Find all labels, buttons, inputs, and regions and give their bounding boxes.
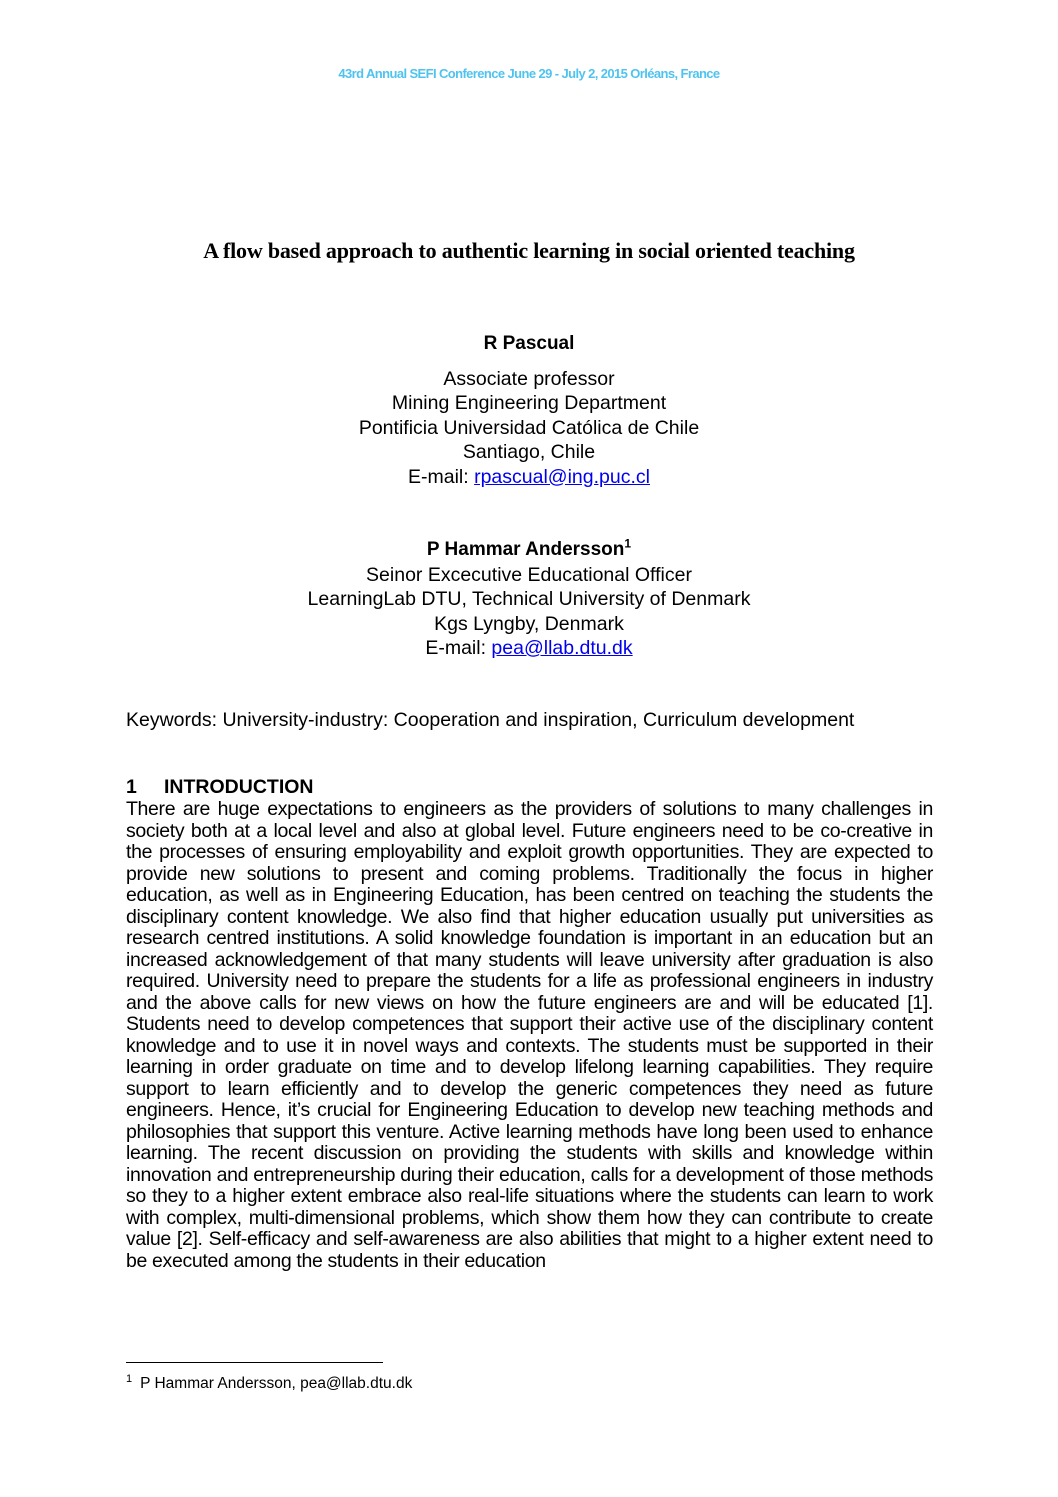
section-title: INTRODUCTION — [164, 776, 314, 798]
author-position: Seinor Excecutive Educational Officer — [366, 563, 692, 586]
section-number: 1 — [126, 776, 137, 798]
footnote-text: P Hammar Andersson, pea@llab.dtu.dk — [140, 1375, 413, 1392]
author-email-line — [0, 636, 1058, 661]
author-name-text: P Hammar Andersson — [426, 539, 625, 560]
author-location: Kgs Lyngby, Denmark — [434, 612, 624, 635]
email-label: E-mail: — [408, 465, 475, 488]
author-institution: Pontificia Universidad Católica de Chile — [358, 416, 700, 439]
author-block-pascual — [0, 332, 1058, 489]
keywords: Keywords: University-industry: Cooperation and inspiration, Curriculum development — [126, 709, 855, 731]
conference-header: 43rd Annual SEFI Conference June 29 - July 2, 2015 Orléans, France — [338, 66, 720, 81]
footnote-reference[interactable]: 1 — [624, 536, 632, 551]
author-name: R Pascual — [483, 333, 575, 354]
email-link-andersson[interactable]: pea@llab.dtu.dk — [491, 637, 633, 659]
author-block-andersson — [0, 538, 1058, 661]
author-department: Mining Engineering Department — [391, 392, 667, 414]
author-name — [0, 538, 1058, 563]
footnote-mark: 1 — [126, 1372, 133, 1385]
email-link-pascual[interactable]: rpascual@ing.puc.cl — [474, 465, 650, 488]
section-heading — [126, 776, 314, 799]
author-location: Santiago, Chile — [462, 441, 596, 463]
introduction-paragraph: There are huge expectations to engineers as the providers of solutions to many challenges in society both at a local level and also at global level. Future engineers need to be co-creative in the processes of ensuring employability and exploit growth opportunities. They are expected to provide new solutions to present and coming problems. Traditionally the focus in higher education, as well as in Engineering Education, has been centred on teaching the students the disciplinary content knowledge. We also find that higher education usually put universities as research centred institutions. A solid knowledge foundation is important in an education but an increased acknowledgement of that many students will leave university after graduation is also required. University need to prepare the students for a life as professional engineers in industry and the above calls for new views on how the future engineers are and will be educated [1]. Students need to develop competences that support their active use of the disciplinary content knowledge and to use it in novel ways and contexts. The students must be supported in their learning in order graduate on time and to develop lifelong learning capabilities. They require support to learn efficiently and to develop the generic competences they need as future engineers. Hence, it’s crucial for Engineering Education to develop new teaching methods and philosophies that support this venture. Active learning methods have long been used to enhance learning. The recent discussion on providing the students with skills and knowledge within innovation and entrepreneurship during their education, calls for a development of those methods so they to a higher extent embrace also real-life situations where the students can learn to work with complex, multi-dimensional problems, which show them how they can contribute to create value [2]. Self-efficacy and self-awareness are also abilities that might to a higher extent need to be executed among the students in their education — [126, 798, 933, 1272]
paper-title: A flow based approach to authentic learning in social oriented teaching — [203, 238, 855, 263]
author-email-line — [0, 465, 1058, 490]
author-position: Associate professor — [443, 367, 615, 390]
footnote — [126, 1372, 413, 1393]
footnote-divider — [126, 1362, 383, 1363]
author-institution: LearningLab DTU, Technical University of Denmark — [307, 588, 751, 610]
email-label: E-mail: — [425, 637, 492, 659]
